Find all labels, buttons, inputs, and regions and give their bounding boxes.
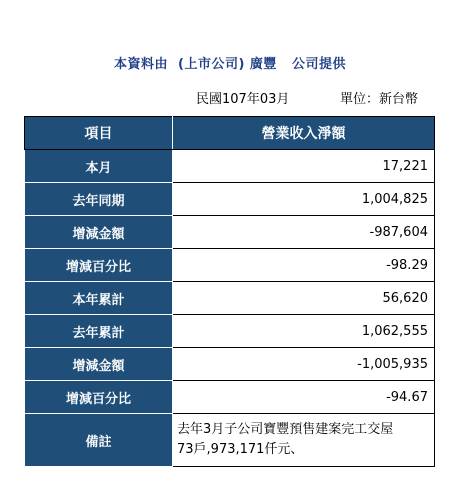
table-row bbox=[25, 381, 435, 414]
row-label: 增減金額 bbox=[25, 348, 173, 381]
currency-unit: 單位：新台幣 bbox=[340, 92, 419, 107]
row-value: -98.29 bbox=[173, 249, 435, 282]
table-row bbox=[25, 348, 435, 381]
column-header-item: 項目 bbox=[25, 117, 173, 150]
table-row bbox=[25, 150, 435, 183]
row-label: 本月 bbox=[25, 150, 173, 183]
row-label: 去年同期 bbox=[25, 183, 173, 216]
table-header-row bbox=[25, 117, 435, 150]
note-text bbox=[173, 414, 435, 467]
report-date: 民國107年03月 bbox=[196, 92, 290, 107]
row-value: -1,005,935 bbox=[173, 348, 435, 381]
row-value: 17,221 bbox=[173, 150, 435, 183]
table-row bbox=[25, 282, 435, 315]
table-row bbox=[25, 315, 435, 348]
row-value: 1,004,825 bbox=[173, 183, 435, 216]
table-row bbox=[25, 216, 435, 249]
table-row-note bbox=[25, 414, 435, 467]
row-label: 去年累計 bbox=[25, 315, 173, 348]
row-value: -987,604 bbox=[173, 216, 435, 249]
row-label: 增減金額 bbox=[25, 216, 173, 249]
table-row bbox=[25, 183, 435, 216]
revenue-table bbox=[24, 116, 435, 467]
note-label: 備註 bbox=[25, 414, 173, 467]
row-value: -94.67 bbox=[173, 381, 435, 414]
row-label: 增減百分比 bbox=[25, 249, 173, 282]
note-line-2: 73戶,973,171仟元、 bbox=[177, 442, 304, 457]
row-label: 增減百分比 bbox=[25, 381, 173, 414]
row-value: 1,062,555 bbox=[173, 315, 435, 348]
table-row bbox=[25, 249, 435, 282]
report-title: 本資料由 (上市公司) 廣豐 公司提供 bbox=[113, 57, 347, 72]
note-line-1: 去年3月子公司寶豐預售建案完工交屋 bbox=[177, 422, 394, 437]
column-header-revenue: 營業收入淨額 bbox=[173, 117, 435, 150]
row-value: 56,620 bbox=[173, 282, 435, 315]
row-label: 本年累計 bbox=[25, 282, 173, 315]
